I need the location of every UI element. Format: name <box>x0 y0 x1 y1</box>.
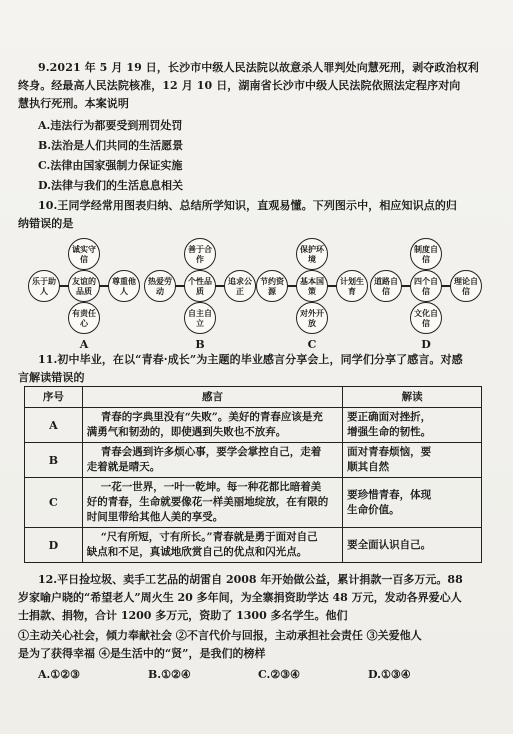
q11-line-1: 11.初中毕业，在以“青春·成长”为主题的毕业感言分享会上，同学们分享了感言。对感 <box>38 353 463 366</box>
row-d-ganyan-l1: “尺有所短，寸有所长。”青春就是勇于面对自己 <box>100 531 318 543</box>
row-b-ganyan-l1: 青春会遇到许多烦心事，要学会掌控自己，走着 <box>100 446 322 458</box>
header-no: 序号 <box>25 387 83 408</box>
q12-answer-b: B.①②④ <box>148 668 191 681</box>
q12-line-2: 岁家喻户晓的“希望老人”周火生 20 多年间，为全寨捐资助学达 48 万元，发动各界爱心人 <box>18 591 462 604</box>
q12-answer-c: C.②③④ <box>258 668 300 681</box>
q10-line-2: 纳错误的是 <box>18 217 74 230</box>
header-ganyan: 感言 <box>82 387 342 408</box>
diagram-b <box>144 238 256 351</box>
diagram-b-top: 善于合作 <box>184 238 216 270</box>
q9-option-b: B.法治是人们共同的生活愿景 <box>38 139 184 152</box>
q11-line-2: 言解读错误的 <box>18 371 85 384</box>
q9-option-c: C.法律由国家强制力保证实施 <box>38 159 183 172</box>
diagram-d-left: 道路自信 <box>370 270 402 302</box>
row-b-ganyan <box>82 443 342 478</box>
q9-line-3: 慧执行死刑。本案说明 <box>18 97 129 110</box>
diagram-d-center: 四个自信 <box>410 270 442 302</box>
row-a-jiedu <box>343 408 482 443</box>
table-header-row <box>25 387 482 408</box>
row-d-ganyan-l2: 缺点和不足，真诚地欣赏自己的优点和闪光点。 <box>86 546 308 558</box>
q12-line-3: 士捐款、捐物，合计 1200 多万元，资助了 1300 多名学生。他们 <box>18 609 348 622</box>
row-a-ganyan-l1: 青春的字典里没有“失败”。美好的青春应该是充 <box>100 411 323 423</box>
diagram-c-left: 节约资源 <box>256 270 288 302</box>
diagram-d <box>370 238 482 351</box>
row-c-ganyan-l1: 一花一世界，一叶一乾坤。每一种花都比暗着美 <box>100 481 322 493</box>
row-d-jiedu <box>343 528 482 563</box>
table-row <box>25 478 482 528</box>
q12-line-5: 是为了获得幸福 ④是生活中的“贤”，是我们的榜样 <box>18 647 266 660</box>
row-c-ganyan-l3: 时间里带给其他人美的享受。 <box>86 511 224 523</box>
row-a-ganyan-l2: 满勇气和韧劲的，即使遇到失败也不放弃。 <box>86 426 287 438</box>
diagram-b-bottom: 自主自立 <box>184 302 216 334</box>
diagram-a-right: 尊重他人 <box>108 270 140 302</box>
q12-line-4: ①主动关心社会，倾力奉献社会 ②不言代价与回报，主动承担社会责任 ③关爱他人 <box>18 629 422 642</box>
q11-table <box>24 386 482 563</box>
diagram-d-top: 制度自信 <box>410 238 442 270</box>
table-row <box>25 408 482 443</box>
q9-line-2: 终身。经最高人民法院核准，12 月 10 日，湖南省长沙市中级人民法院依照法定程序对向 <box>18 79 461 92</box>
row-c-ganyan-l2: 好的青春，生命就要像花一样美丽地绽放，在有限的 <box>86 496 329 508</box>
q9-option-d: D.法律与我们的生活息息相关 <box>38 179 183 192</box>
diagram-a-center: 友谊的品质 <box>68 270 100 302</box>
header-jiedu: 解读 <box>343 387 482 408</box>
diagram-c-label: C <box>307 338 317 351</box>
diagram-c-top: 保护环境 <box>296 238 328 270</box>
row-b-jiedu-l2: 顺其自然 <box>347 461 390 473</box>
q10-diagrams <box>28 238 484 351</box>
row-b-jiedu-l1: 面对青春烦恼，要 <box>347 446 432 458</box>
row-c-jiedu-l2: 生命价值。 <box>347 503 400 516</box>
row-c-ganyan <box>82 478 342 528</box>
q12-answer-a: A.①②③ <box>38 668 80 681</box>
row-c-jiedu <box>343 478 482 528</box>
table-row <box>25 528 482 563</box>
q9-line-1: 9.2021 年 5 月 19 日，长沙市中级人民法院以故意杀人罪判处向慧死刑，剥夺政治权利 <box>38 61 479 74</box>
diagram-c <box>256 238 368 351</box>
diagram-a-left: 乐于助人 <box>28 270 60 302</box>
row-a-jiedu-l2: 增强生命的韧性。 <box>347 426 432 438</box>
diagram-b-right: 追求公正 <box>224 270 256 302</box>
diagram-a-top: 诚实守信 <box>68 238 100 270</box>
diagram-c-center: 基本国策 <box>296 270 328 302</box>
row-a-jiedu-l1: 要正确面对挫折， <box>347 411 432 423</box>
diagram-b-left: 热爱劳动 <box>144 270 176 302</box>
diagram-d-right: 理论自信 <box>450 270 482 302</box>
row-b-no: B <box>25 443 83 478</box>
q12-answer-d: D.①③④ <box>368 668 411 681</box>
row-d-ganyan <box>82 528 342 563</box>
q9-option-a: A.违法行为都要受到刑罚处罚 <box>38 119 183 132</box>
q12-line-1: 12.平日捡垃圾、卖手工艺品的胡雷自 2008 年开始做公益，累计捐款一百多万元。88 <box>38 573 463 586</box>
row-c-jiedu-l1: 要珍惜青春，体现 <box>347 488 432 501</box>
diagram-b-center: 个性品质 <box>184 270 216 302</box>
diagram-d-bottom: 文化自信 <box>410 302 442 334</box>
row-d-no: D <box>25 528 83 563</box>
row-a-ganyan <box>82 408 342 443</box>
diagram-b-label: B <box>195 338 205 351</box>
row-b-jiedu <box>343 443 482 478</box>
diagram-a-bottom: 有责任心 <box>68 302 100 334</box>
table-row <box>25 443 482 478</box>
diagram-c-bottom: 对外开放 <box>296 302 328 334</box>
row-d-jiedu-l1: 要全面认识自己。 <box>347 538 432 551</box>
q10-line-1: 10.王同学经常用图表归纳、总结所学知识，直观易懂。下列图示中，相应知识点的归 <box>38 199 458 212</box>
row-b-ganyan-l2: 走着就是晴天。 <box>86 461 161 473</box>
row-c-no: C <box>25 478 83 528</box>
diagram-a-label: A <box>79 338 89 351</box>
diagram-a <box>28 238 140 351</box>
row-a-no: A <box>25 408 83 443</box>
diagram-d-label: D <box>421 338 431 351</box>
diagram-c-right: 计划生育 <box>336 270 368 302</box>
